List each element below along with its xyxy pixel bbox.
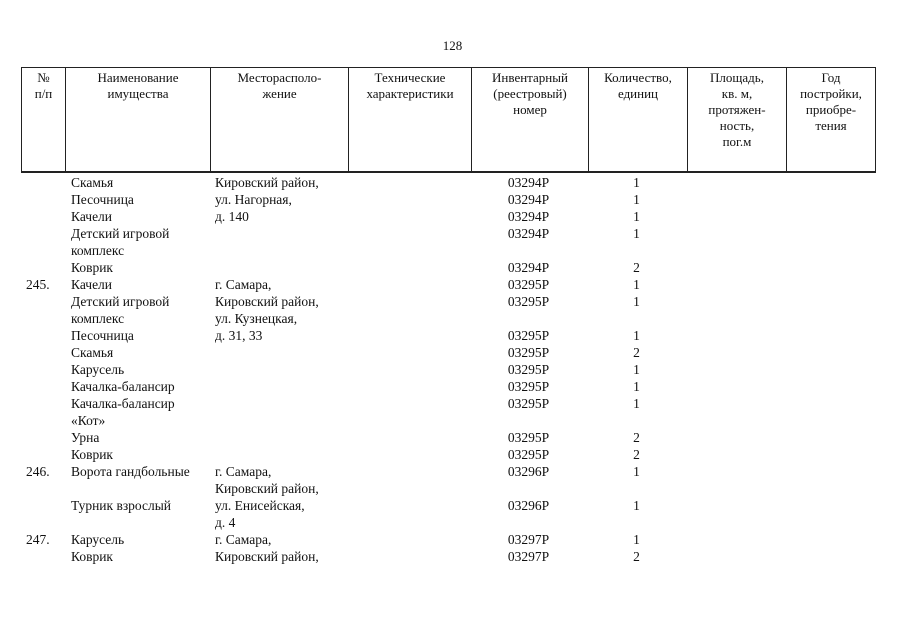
item-name: Коврик [71, 447, 113, 462]
header-line: характеристики [366, 86, 454, 101]
item-location: ул. Нагорная, [215, 192, 292, 207]
header-line: приобре- [805, 102, 857, 117]
item-name: Турник взрослый [71, 498, 172, 513]
header-cell-year [786, 68, 875, 171]
item-name: Карусель [71, 362, 125, 377]
item-location: Кировский район, [215, 175, 319, 190]
item-location: г. Самара, [215, 464, 272, 479]
inventory-number: 03295Р [507, 345, 550, 360]
item-name: Детский игровой [71, 226, 170, 241]
page-number: 128 [442, 38, 463, 53]
item-quantity: 1 [633, 379, 640, 394]
inventory-number: 03295Р [507, 396, 550, 411]
item-location: г. Самара, [215, 532, 272, 547]
header-line: Количество, [604, 70, 672, 85]
header-bottom-rule [21, 172, 876, 173]
item-name: комплекс [71, 311, 125, 326]
item-quantity: 1 [633, 532, 640, 547]
header-line: единиц [617, 86, 659, 101]
item-quantity: 2 [633, 260, 640, 275]
item-location: ул. Кузнецкая, [215, 311, 298, 326]
inventory-number: 03295Р [507, 277, 550, 292]
inventory-number: 03295Р [507, 362, 550, 377]
item-quantity: 1 [633, 498, 640, 513]
header-line: Месторасполо- [237, 70, 322, 85]
inventory-number: 03294Р [507, 175, 550, 190]
row-number: 246. [26, 464, 50, 479]
item-quantity: 1 [633, 175, 640, 190]
header-line: Наименование [97, 70, 179, 85]
item-quantity: 1 [633, 226, 640, 241]
item-quantity: 2 [633, 447, 640, 462]
item-quantity: 1 [633, 294, 640, 309]
header-line: п/п [34, 86, 53, 101]
item-name: Коврик [71, 549, 113, 564]
item-location: Кировский район, [215, 294, 319, 309]
item-name: Карусель [71, 532, 125, 547]
item-quantity: 2 [633, 430, 640, 445]
item-name: «Кот» [71, 413, 106, 428]
item-name: Ворота гандбольные [71, 464, 190, 479]
header-line: № [37, 70, 50, 85]
header-line: кв. м, [721, 86, 753, 101]
item-location: д. 4 [215, 515, 236, 530]
header-cell-number [22, 68, 65, 171]
item-name: Песочница [71, 192, 134, 207]
header-line: Инвентарный [492, 70, 568, 85]
item-quantity: 1 [633, 362, 640, 377]
header-cell-area [687, 68, 786, 171]
item-name: Коврик [71, 260, 113, 275]
header-line: Площадь, [710, 70, 764, 85]
header-cell-quantity [588, 68, 687, 171]
item-location: д. 140 [215, 209, 249, 224]
inventory-number: 03294Р [507, 260, 550, 275]
row-number: 247. [26, 532, 50, 547]
inventory-number: 03296Р [507, 464, 550, 479]
item-quantity: 2 [633, 549, 640, 564]
item-name: Качалка-балансир [71, 379, 175, 394]
item-name: Качели [71, 209, 113, 224]
header-cell-inventory [471, 68, 588, 171]
item-location: Кировский район, [215, 549, 319, 564]
item-location: ул. Енисейская, [215, 498, 305, 513]
inventory-number: 03296Р [507, 498, 550, 513]
header-line: (реестровый) [493, 86, 567, 101]
header-line: пог.м [722, 134, 752, 149]
table-header [21, 67, 876, 172]
inventory-number: 03294Р [507, 209, 550, 224]
header-line: тения [815, 118, 847, 133]
header-line: ность, [719, 118, 755, 133]
inventory-number: 03294Р [507, 226, 550, 241]
item-quantity: 2 [633, 345, 640, 360]
item-name: Скамья [71, 345, 114, 360]
inventory-number: 03295Р [507, 328, 550, 343]
header-cell-specs [348, 68, 471, 171]
header-line: постройки, [800, 86, 862, 101]
item-name: Урна [71, 430, 100, 445]
header-line: имущества [107, 86, 169, 101]
item-quantity: 1 [633, 396, 640, 411]
item-quantity: 1 [633, 192, 640, 207]
inventory-number: 03295Р [507, 379, 550, 394]
inventory-number: 03294Р [507, 192, 550, 207]
header-cell-name [65, 68, 210, 171]
inventory-number: 03297Р [507, 549, 550, 564]
item-name: Качели [71, 277, 113, 292]
item-quantity: 1 [633, 277, 640, 292]
header-cell-location [210, 68, 348, 171]
item-quantity: 1 [633, 328, 640, 343]
inventory-number: 03295Р [507, 447, 550, 462]
header-line: протяжен- [708, 102, 766, 117]
item-name: комплекс [71, 243, 125, 258]
item-location: д. 31, 33 [215, 328, 263, 343]
item-name: Детский игровой [71, 294, 170, 309]
item-quantity: 1 [633, 464, 640, 479]
inventory-number: 03295Р [507, 430, 550, 445]
header-line: жение [262, 86, 297, 101]
item-quantity: 1 [633, 209, 640, 224]
inventory-number: 03295Р [507, 294, 550, 309]
header-line: Технические [374, 70, 446, 85]
item-name: Скамья [71, 175, 114, 190]
item-location: Кировский район, [215, 481, 319, 496]
item-name: Качалка-балансир [71, 396, 175, 411]
item-location: г. Самара, [215, 277, 272, 292]
inventory-number: 03297Р [507, 532, 550, 547]
row-number: 245. [26, 277, 50, 292]
header-line: номер [513, 102, 547, 117]
header-line: Год [821, 70, 841, 85]
item-name: Песочница [71, 328, 134, 343]
